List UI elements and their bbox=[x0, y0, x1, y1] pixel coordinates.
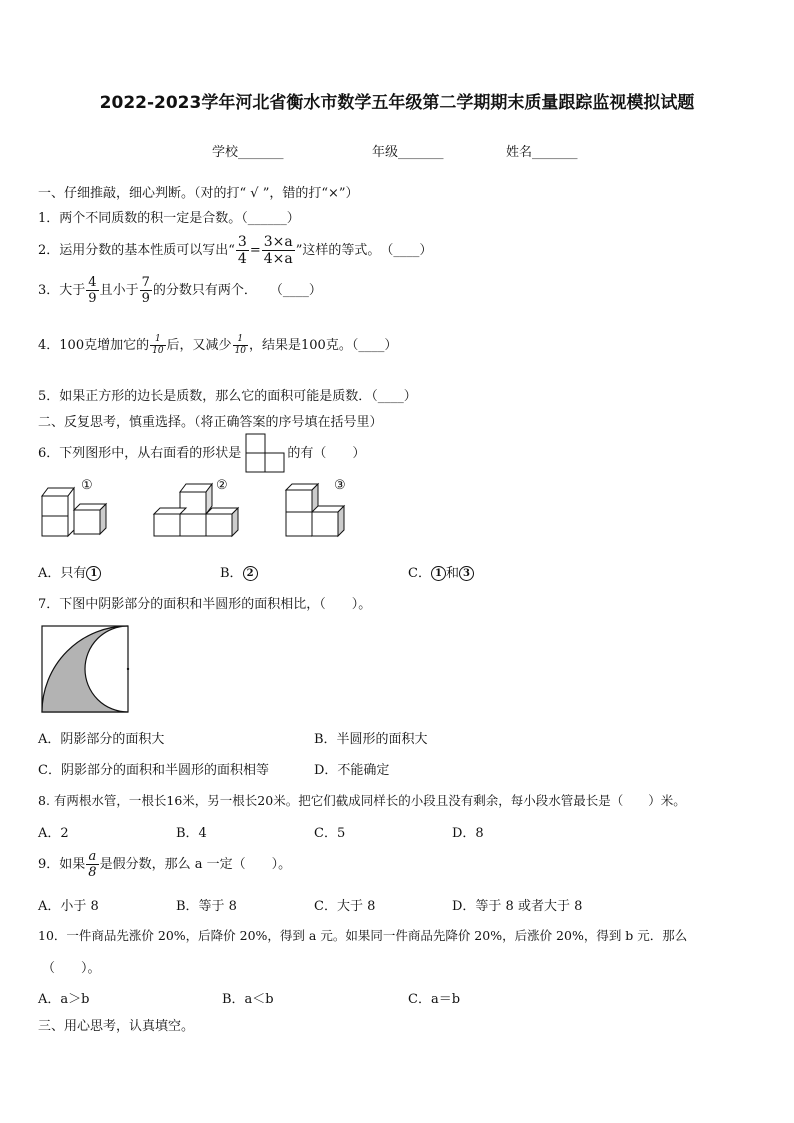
q4-mid: 后，又减少 bbox=[166, 338, 232, 353]
name-field: 姓名_______ bbox=[506, 145, 578, 160]
school-field: 学校_______ bbox=[212, 145, 284, 160]
q7-option-a: A．阴影部分的面积大 bbox=[38, 732, 165, 747]
question-8: 8. 有两根水管，一根长16米，另一根长20米。把它们截成同样长的小段且没有剩余，每小段水管最长是（ ）米。 bbox=[38, 793, 686, 808]
q8-option-a: A．2 bbox=[38, 826, 69, 841]
question-1: 1．两个不同质数的积一定是合数。（______） bbox=[38, 211, 300, 226]
q2-prefix: 2．运用分数的基本性质可以写出“ bbox=[38, 243, 235, 258]
q4-suffix: ，结果是100克。（____） bbox=[249, 338, 398, 353]
q7-option-b: B．半圆形的面积大 bbox=[314, 732, 428, 747]
question-9 bbox=[38, 850, 291, 879]
q8-option-d: D．8 bbox=[452, 826, 484, 841]
q4-fraction-1: $\frac{1}{10}$ bbox=[152, 334, 164, 356]
question-3 bbox=[38, 276, 322, 305]
q6-option-c: C． 1 和 3 bbox=[408, 562, 474, 581]
section-1-heading: 一、仔细推敲，细心判断。（对的打“ √ ”，错的打“×”） bbox=[38, 186, 359, 201]
section-3-heading: 三、用心思考，认真填空。 bbox=[38, 1019, 195, 1034]
q6-prefix: 6．下列图形中，从右面看的形状是 bbox=[38, 446, 242, 461]
question-5: 5．如果正方形的边长是质数，那么它的面积可能是质数．（____） bbox=[38, 389, 417, 404]
q6-suffix: 的有（ ） bbox=[287, 446, 366, 461]
q3-suffix: 的分数只有两个． （____） bbox=[152, 283, 322, 298]
q2-suffix: ”这样的等式。 （____） bbox=[295, 243, 433, 258]
q3-fraction-low: $\frac{4}{9}$ bbox=[88, 275, 97, 306]
section-2-heading: 二、反复思考，慎重选择。（将正确答案的序号填在括号里） bbox=[38, 415, 383, 430]
figure-3-label: ③ bbox=[334, 478, 346, 493]
shaded-area-figure bbox=[41, 625, 131, 715]
q9-option-a: A．小于 8 bbox=[38, 899, 99, 914]
q7-option-c: C．阴影部分的面积和半圆形的面积相等 bbox=[38, 763, 269, 778]
q7-option-d: D．不能确定 bbox=[314, 763, 390, 778]
q3-fraction-high: $\frac{7}{9}$ bbox=[141, 275, 150, 306]
circled-number: 2 bbox=[243, 566, 258, 581]
q6-option-b: B． 2 bbox=[220, 562, 258, 581]
q9-option-d: D．等于 8 或者大于 8 bbox=[452, 899, 583, 914]
q10-option-b: B．a＜b bbox=[222, 992, 274, 1007]
right-view-shape bbox=[245, 433, 287, 473]
grade-field: 年级_______ bbox=[372, 145, 444, 160]
q2-fraction-right: $\frac{3\times a}{4\times a}$ bbox=[263, 234, 293, 267]
q8-option-b: B．4 bbox=[176, 826, 207, 841]
q4-prefix: 4．100克增加它的 bbox=[38, 338, 150, 353]
q9-prefix: 9．如果 bbox=[38, 857, 86, 872]
q6-option-a: A．只有 1 bbox=[38, 562, 101, 581]
figure-2-label: ② bbox=[216, 478, 228, 493]
circled-number: 3 bbox=[459, 566, 474, 581]
q3-mid: 且小于 bbox=[99, 283, 139, 298]
question-7: 7．下图中阴影部分的面积和半圆形的面积相比，（ ）。 bbox=[38, 597, 372, 612]
q9-option-c: C．大于 8 bbox=[314, 899, 376, 914]
question-10: 10．一件商品先涨价 20%，后降价 20%，得到 a 元。如果同一件商品先降价 20%，后涨价 20%，得到 b 元．那么 bbox=[38, 928, 688, 943]
q9-option-b: B．等于 8 bbox=[176, 899, 237, 914]
cube-figure-2 bbox=[152, 480, 244, 538]
circled-number: 1 bbox=[431, 566, 446, 581]
q2-fraction-left: $\frac{3}{4}$ bbox=[237, 234, 247, 267]
q3-prefix: 3．大于 bbox=[38, 283, 86, 298]
page-title: 2022-2023学年河北省衡水市数学五年级第二学期期末质量跟踪监视模拟试题 bbox=[99, 93, 695, 113]
q9-suffix: 是假分数，那么 a 一定（ ）。 bbox=[99, 857, 292, 872]
figure-1-label: ① bbox=[81, 478, 93, 493]
q8-option-c: C．5 bbox=[314, 826, 346, 841]
q10-option-c: C．a＝b bbox=[408, 992, 461, 1007]
q4-fraction-2: $\frac{1}{10}$ bbox=[234, 334, 247, 356]
circled-number: 1 bbox=[86, 566, 101, 581]
q9-fraction: $\frac{a}{8}$ bbox=[88, 849, 97, 880]
q10-option-a: A．a＞b bbox=[38, 992, 90, 1007]
question-4 bbox=[38, 334, 397, 356]
q2-equals: = bbox=[249, 243, 261, 258]
question-2 bbox=[38, 235, 432, 266]
question-10-answer: （ ）。 bbox=[42, 961, 101, 976]
question-6 bbox=[38, 442, 365, 463]
